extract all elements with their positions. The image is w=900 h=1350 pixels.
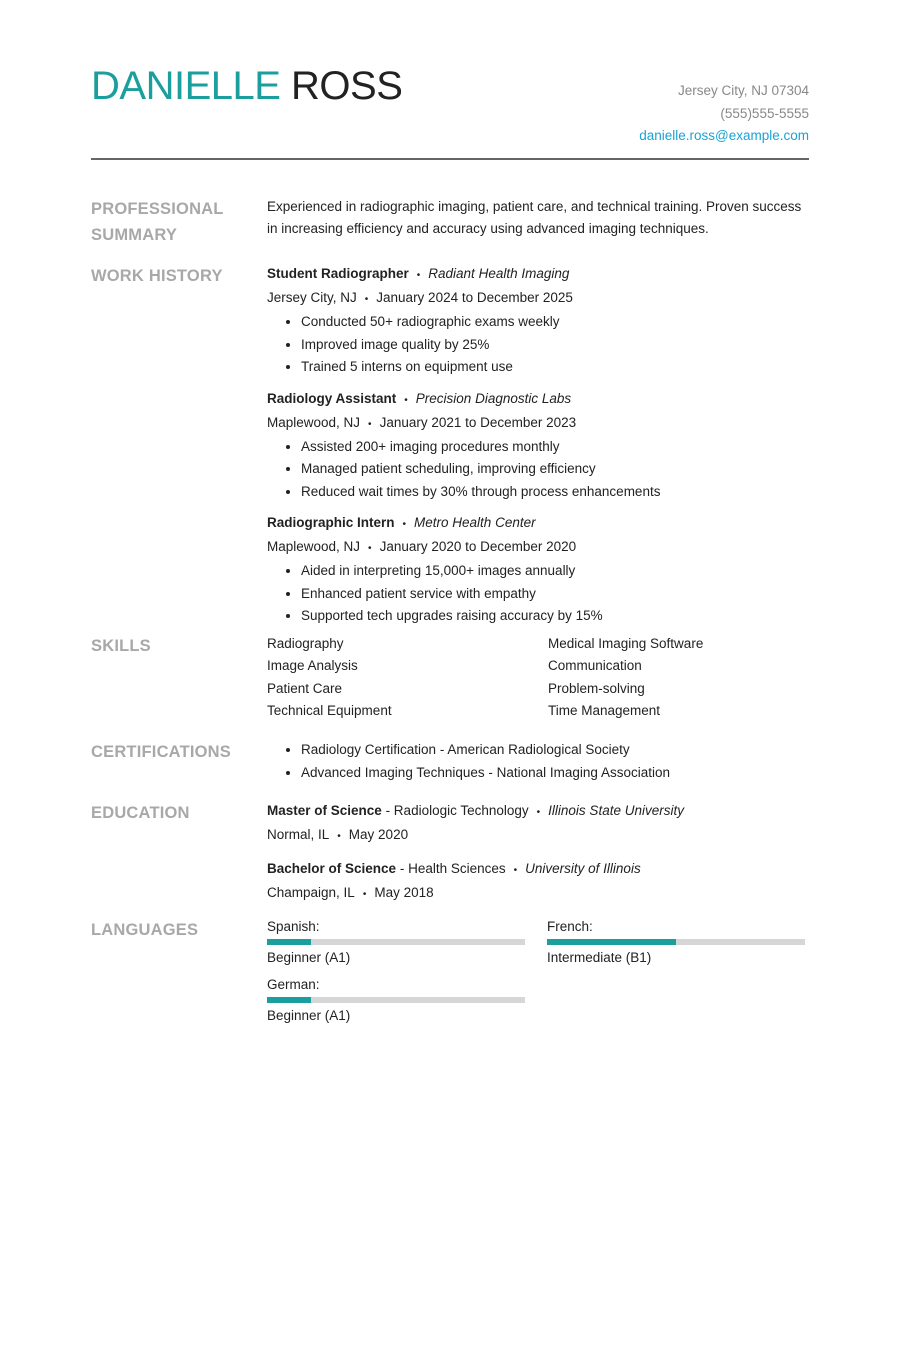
list-item: • Improved image quality by 25% — [301, 334, 809, 357]
section-title: SKILLS — [91, 637, 151, 655]
language-item — [267, 975, 547, 1027]
graduation-date: May 2018 — [374, 885, 434, 900]
language-proficiency-fill — [267, 997, 311, 1003]
skill-item: Medical Imaging Software — [548, 636, 704, 651]
skill-item: Radiography — [267, 636, 344, 651]
job-entry — [267, 263, 809, 379]
list-item: • Supported tech upgrades raising accuracy by 15% — [301, 605, 809, 628]
job-entry — [267, 512, 809, 628]
job-title: Radiographic Intern — [267, 515, 395, 530]
languages-grid — [267, 917, 809, 1027]
certifications-list — [267, 739, 809, 784]
section-title: PROFESSIONAL SUMMARY — [91, 200, 224, 244]
skill-item: Communication — [548, 658, 642, 674]
language-name: French: — [547, 919, 593, 934]
section-title: LANGUAGES — [91, 921, 199, 939]
list-item: • Advanced Imaging Techniques - National Imaging Association — [301, 762, 809, 785]
list-item: • Aided in interpreting 15,000+ images annually — [301, 560, 809, 583]
education-list — [267, 800, 809, 916]
job-company: Metro Health Center — [414, 515, 536, 530]
separator-dot-icon: • — [368, 418, 372, 430]
job-bullets — [267, 436, 809, 504]
job-bullets — [267, 560, 809, 628]
separator-dot-icon: • — [402, 519, 407, 530]
school-location: Champaign, IL — [267, 885, 355, 900]
candidate-name — [91, 62, 402, 110]
degree: Bachelor of Science — [267, 861, 397, 876]
skill-item: Technical Equipment — [267, 702, 392, 718]
job-dates: January 2024 to December 2025 — [376, 290, 573, 305]
school-location: Normal, IL — [267, 827, 330, 842]
degree: Master of Science — [267, 803, 382, 818]
language-name: German: — [267, 977, 320, 992]
job-title: Student Radiographer — [267, 266, 409, 281]
contact-phone: (555)555-5555 — [720, 105, 809, 121]
first-name: DANIELLE — [91, 64, 281, 108]
degree-field: - Radiologic Technology — [385, 803, 529, 818]
section-title: EDUCATION — [91, 804, 190, 822]
school: Illinois State University — [548, 803, 684, 818]
education-entry — [267, 858, 809, 906]
separator-dot-icon: • — [513, 865, 518, 876]
job-dates: January 2020 to December 2020 — [379, 539, 577, 554]
language-level: Beginner (A1) — [267, 950, 351, 965]
language-level: Intermediate (B1) — [547, 950, 652, 965]
language-proficiency-bar — [267, 997, 525, 1003]
job-entry — [267, 388, 809, 504]
contact-location: Jersey City, NJ 07304 — [677, 83, 809, 98]
school: University of Illinois — [525, 861, 641, 876]
separator-dot-icon: • — [536, 807, 541, 818]
skill-item: Patient Care — [267, 680, 343, 696]
summary-text: Experienced in radiographic imaging, patient care, and technical training. Proven success in increasing efficiency and accuracy using advanced imaging techniques. — [267, 199, 802, 236]
education-entry — [267, 800, 809, 848]
job-location: Maplewood, NJ — [267, 539, 361, 554]
list-item: • Enhanced patient service with empathy — [301, 583, 809, 606]
separator-dot-icon: • — [404, 394, 408, 406]
header-divider — [91, 158, 809, 160]
language-name: Spanish: — [267, 919, 320, 934]
resume-header — [91, 62, 809, 159]
job-location: Jersey City, NJ — [267, 290, 357, 305]
list-item: • Assisted 200+ imaging procedures monthly — [301, 436, 809, 459]
separator-dot-icon: • — [416, 270, 421, 281]
job-title: Radiology Assistant — [267, 390, 397, 406]
job-company: Radiant Health Imaging — [428, 266, 570, 281]
work-history-list — [267, 263, 809, 637]
language-proficiency-fill — [267, 939, 311, 945]
last-name: ROSS — [291, 64, 403, 108]
skill-item: Time Management — [548, 702, 661, 718]
language-item — [547, 917, 805, 969]
section-title: WORK HISTORY — [91, 267, 223, 285]
language-proficiency-fill — [547, 939, 676, 945]
language-level: Beginner (A1) — [267, 1008, 351, 1023]
job-company: Precision Diagnostic Labs — [415, 390, 572, 406]
degree-field: - Health Sciences — [399, 861, 506, 876]
separator-dot-icon: • — [368, 543, 372, 554]
graduation-date: May 2020 — [348, 827, 409, 842]
separator-dot-icon: • — [362, 889, 367, 900]
list-item: • Managed patient scheduling, improving efficiency — [301, 458, 809, 481]
certification-bullets — [267, 739, 809, 784]
list-item: • Trained 5 interns on equipment use — [301, 356, 809, 379]
language-item — [267, 917, 547, 969]
language-proficiency-bar — [547, 939, 805, 945]
list-item: • Radiology Certification - American Radiological Society — [301, 739, 809, 762]
skill-item: Image Analysis — [267, 658, 358, 674]
skill-item: Problem-solving — [548, 680, 645, 696]
separator-dot-icon: • — [364, 294, 369, 305]
job-bullets — [267, 311, 809, 379]
language-proficiency-bar — [267, 939, 525, 945]
contact-info — [639, 80, 809, 148]
list-item: • Conducted 50+ radiographic exams weekly — [301, 311, 809, 334]
separator-dot-icon: • — [337, 831, 341, 842]
job-dates: January 2021 to December 2023 — [379, 414, 577, 430]
job-location: Maplewood, NJ — [267, 414, 361, 430]
skills-grid — [267, 633, 809, 722]
list-item: • Reduced wait times by 30% through process enhancements — [301, 481, 809, 504]
contact-email-link[interactable]: danielle.ross@example.com — [639, 128, 809, 143]
section-title: CERTIFICATIONS — [91, 743, 231, 761]
